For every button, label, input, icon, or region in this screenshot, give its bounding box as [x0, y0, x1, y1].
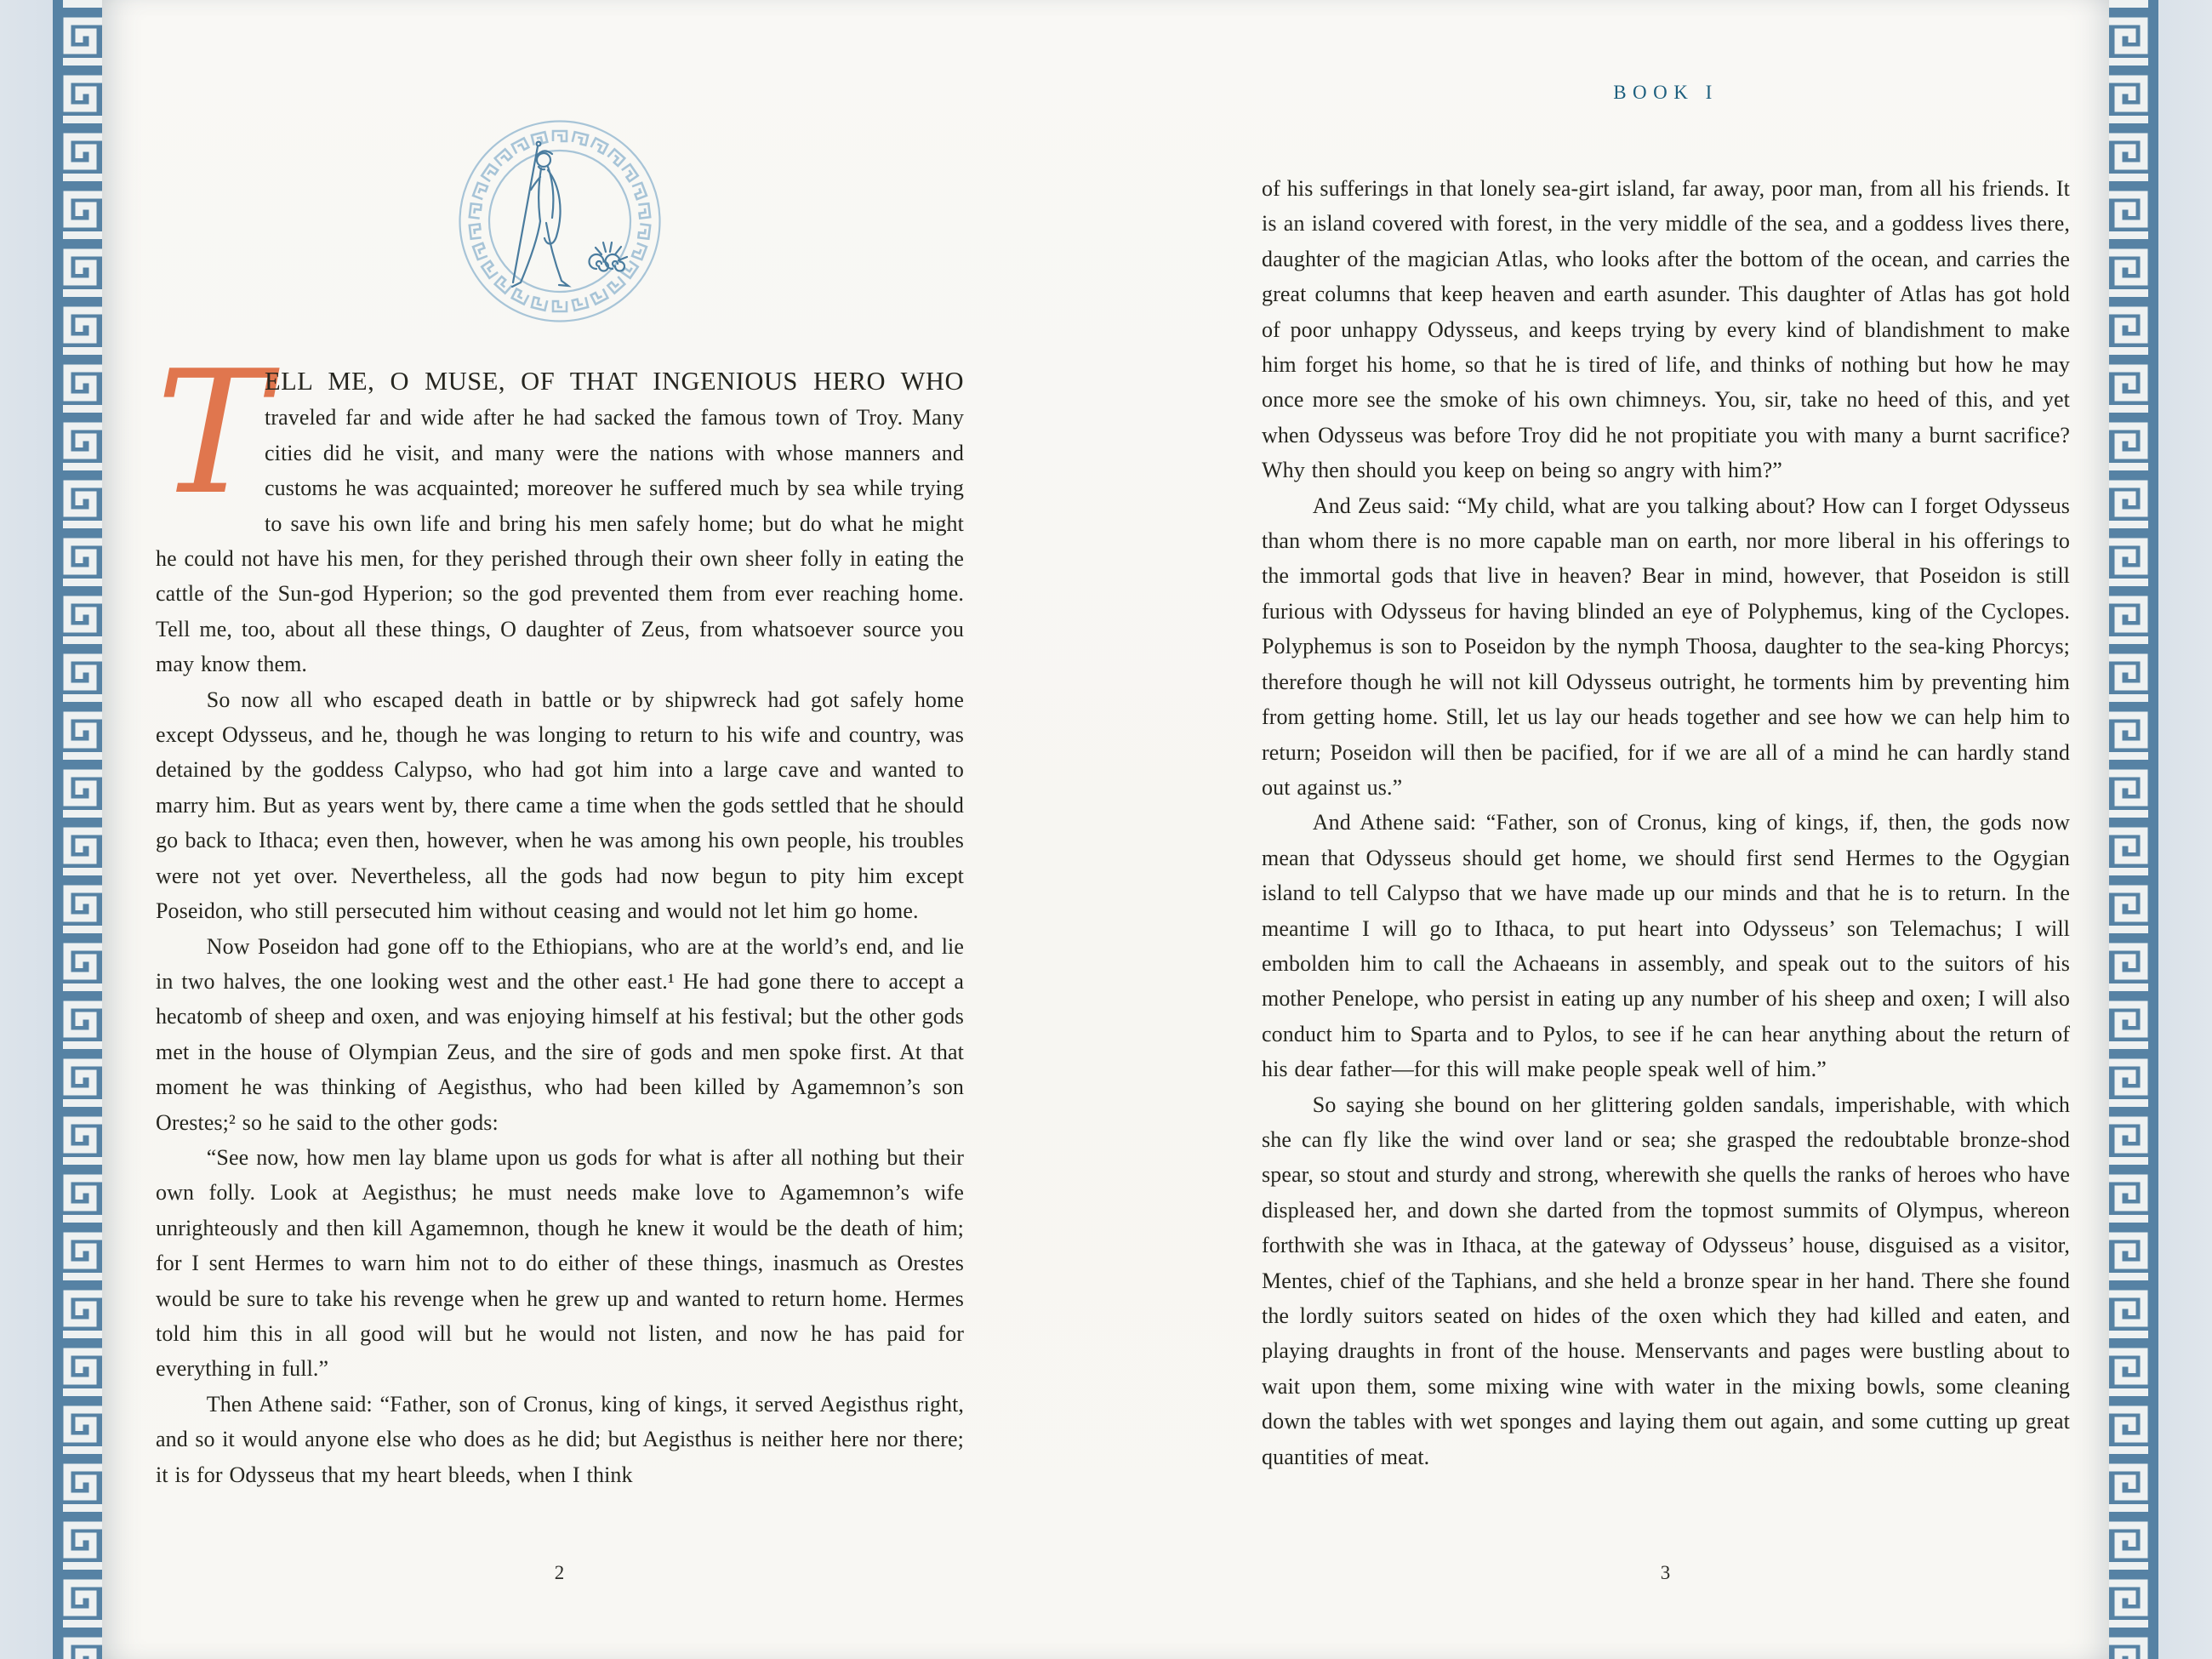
opening-caps: ELL ME, O MUSE, OF THAT INGENIOUS HERO WHO	[265, 367, 964, 396]
paragraph: “See now, how men lay blame upon us gods for what is after all nothing but their own folly. Look at Aegisthus; he must needs make love to Agamemnon’s wife unrighteously and then kill Agamemnon, though he knew it would be the death of him; for I sent Hermes to warn him not to do either of these things, inasmuch as Orestes would be sure to take his revenge when he grew up and wanted to return home. Hermes told him this in all good will but he would not listen, and now he has paid for everything in full.”	[156, 1144, 964, 1382]
paragraph: Then Athene said: “Father, son of Cronus, king of kings, it served Aegisthus right, and so it would anyone else who does as he did; but Aegisthus is neither here nor there; it is for Odysseus that my heart bleeds, when I think	[156, 1391, 964, 1487]
running-head: BOOK I	[1613, 82, 1719, 103]
opening-paragraph-text: traveled far and wide after he had sacked the famous town of Troy. Many cities did he visit, and many were the nations with whose manners and customs he was acquainted; moreover he suffered much by sea while trying to save his own life and bring his men safely home; but do what he might he could not have his men, for they perished through their own sheer folly in eating the cattle of the Sun-god Hyperion; so the god prevented them from ever reaching home. Tell me, too, about all these things, O daughter of Zeus, from whatsoever source you may know them.	[156, 405, 964, 677]
greek-medallion-icon	[456, 117, 664, 325]
continuation-paragraph: of his sufferings in that lonely sea-girt island, far away, poor man, from all his friends. It is an island covered with forest, in the very middle of the sea, and a goddess lives there, daughter of the magician Atlas, who looks after the bottom of the ocean, and carries the great columns that keep heaven and earth asunder. This daughter of Atlas has got hold of poor unhappy Odysseus, and keeps trying by every kind of blandishment to make him forget his home, so that he is tired of life, and thinks of nothing but how he may once more see the smoke of his own chimneys. You, sir, take no heed of this, and yet when Odysseus was before Troy did he not propitiate you with many a burnt sacrifice? Why then should you keep on being so angry with him?”	[1262, 176, 2070, 483]
page-number-left: 2	[554, 1562, 566, 1583]
greek-key-border-left-icon	[53, 0, 102, 1659]
paragraph: And Zeus said: “My child, what are you talking about? How can I forget Odysseus than whom there is no more capable man on earth, nor more liberal in his offerings to the immortal gods that live in heaven? Bear in mind, however, that Poseidon is still furious with Odysseus for having blinded an eye of Polyphemus, king of the Cyclopes. Polyphemus is son to Poseidon by the nymph Thoosa, daughter to the sea-king Phorcys; therefore though he will not kill Odysseus outright, he torments him by preventing him from getting home. Still, let us lay our heads together and see how we can help him to return; Poseidon will then be pacified, for if we are all of a mind he can hardly stand out against us.”	[1262, 493, 2070, 800]
left-text-column	[156, 334, 964, 1492]
drop-cap: T	[156, 334, 270, 533]
paragraph: And Athene said: “Father, son of Cronus, king of kings, if, then, the gods now mean that Odysseus should get home, we should first send Hermes to the Ogygian island to tell Calypso that we have made up our minds and that he is to return. In the meantime I will go to Ithaca, to put heart into Odysseus’ son Telemachus; I will embolden him to call the Achaeans in assembly, and speak out to the suitors of his mother Penelope, who persist in eating up any number of his sheep and oxen; I will also conduct him to Sparta and to Pylos, to see if he can hear anything about the return of his dear father—for this will make people speak well of him.”	[1262, 810, 2070, 1082]
page-left	[156, 0, 964, 1659]
page-right	[1262, 0, 2070, 1659]
page-number-right: 3	[1660, 1562, 1672, 1583]
chapter-medallion	[456, 117, 664, 325]
paragraph: So now all who escaped death in battle or by shipwreck had got safely home except Odysseus, and he, though he was longing to return to his wife and country, was detained by the goddess Calypso, who had got him into a large cave and wanted to marry him. But as years went by, there came a time when the gods settled that he should go back to Ithaca; even then, however, when he was among his own people, his troubles were not yet over. Nevertheless, all the gods had now begun to pity him except Poseidon, who still persecuted him without ceasing and would not let him go home.	[156, 687, 964, 924]
paragraph: So saying she bound on her glittering golden sandals, imperishable, with which she can fly like the wind over land or sea; she grasped the redoubtable bronze-shod spear, so stout and sturdy and strong, wherewith she quells the ranks of heroes who have displeased her, and down she darted from the topmost summits of Olympus, whereon forthwith she was in Ithaca, at the gateway of Odysseus’ house, disguised as a visitor, Mentes, chief of the Taphians, and she held a bronze spear in her hand. There she found the lordly suitors seated on hides of the oxen which they had killed and eaten, and playing draughts in front of the house. Menservants and pages were bustling about to wait upon them, some mixing wine with water in the mixing bowls, some cleaning down the tables with wet sponges and laying them out again, and some cutting up great quantities of meat.	[1262, 1092, 2070, 1469]
page-paper	[102, 0, 2109, 1659]
opening-paragraph	[156, 334, 964, 682]
paragraph: Now Poseidon had gone off to the Ethiopians, who are at the world’s end, and lie in two halves, the one looking west and the other east.¹ He had gone there to accept a hecatomb of sheep and oxen, and was enjoying himself at his festival; but the other gods met in the house of Olympian Zeus, and the sire of gods and men spoke first. At that moment he was thinking of Aegisthus, who had been killed by Agamemnon’s son Orestes;² so he said to the other gods:	[156, 933, 964, 1135]
greek-key-border-right-icon	[2109, 0, 2158, 1659]
right-text-column	[1262, 171, 2070, 1474]
